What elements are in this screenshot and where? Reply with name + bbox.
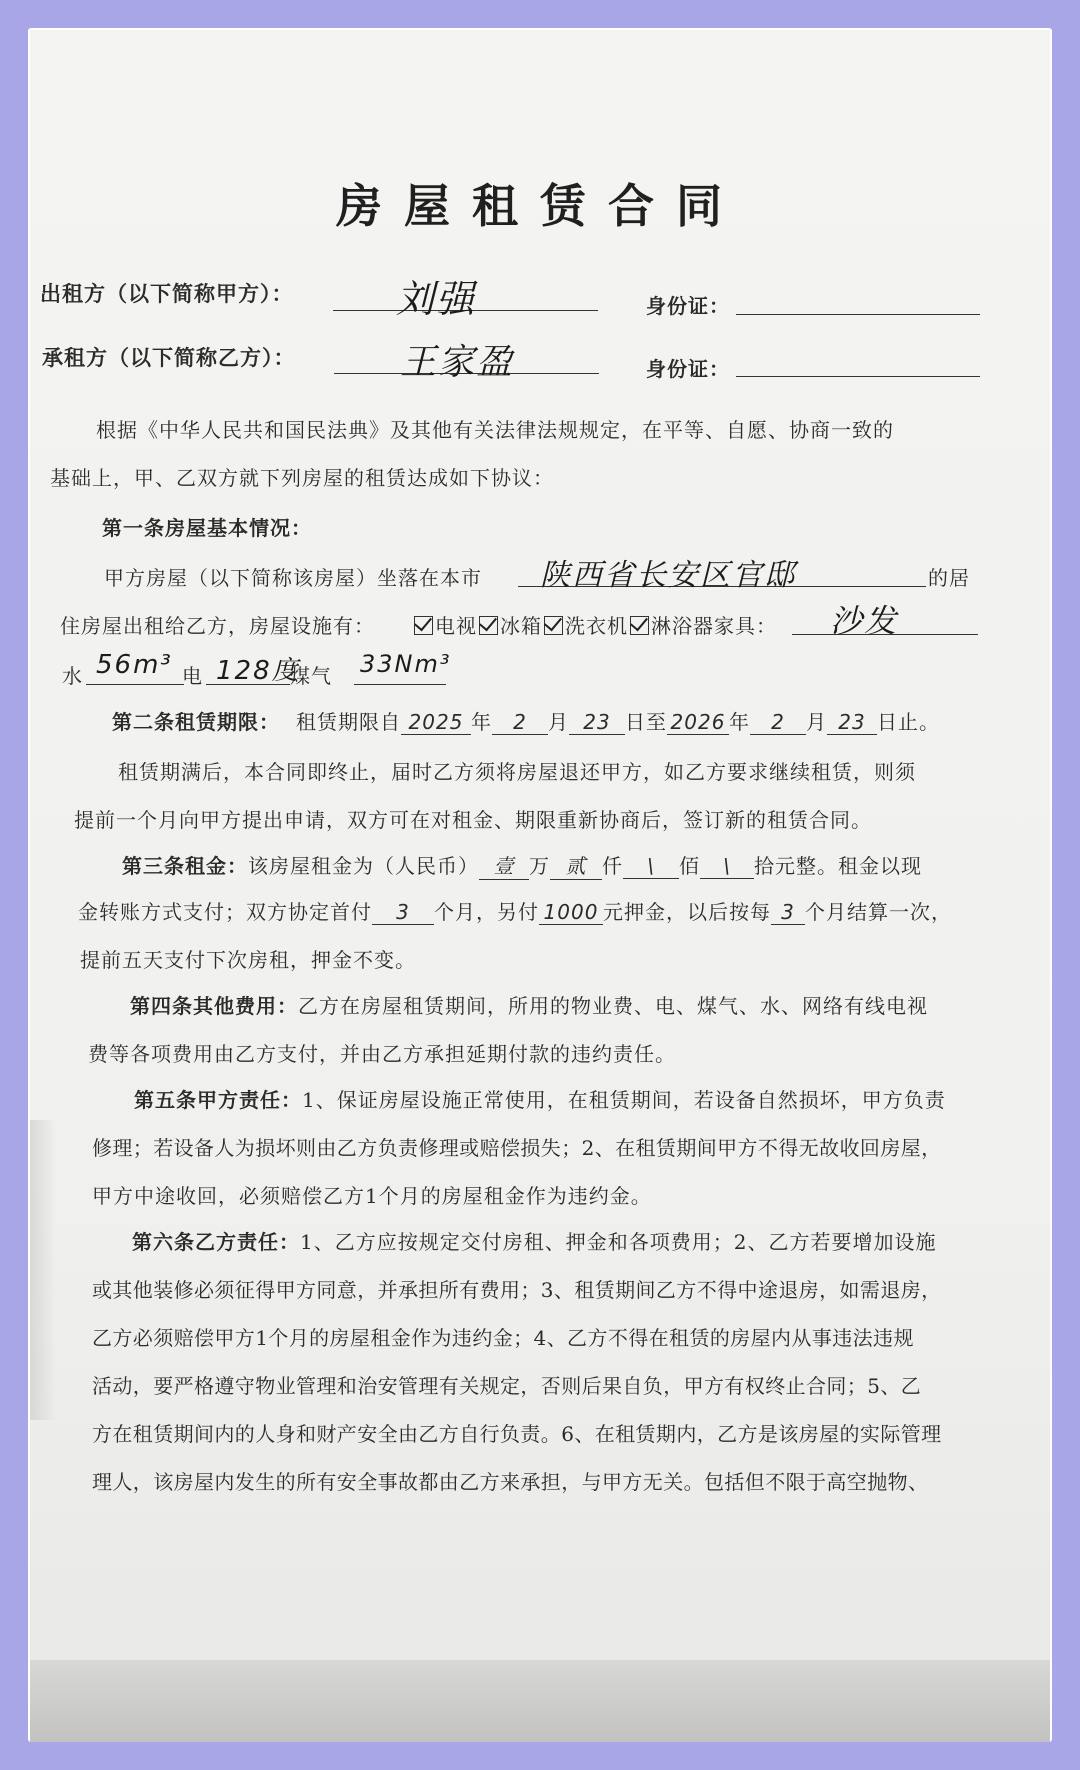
article1-line1-prefix: 甲方房屋（以下简称该房屋）坐落在本市 bbox=[104, 566, 482, 590]
article1-heading: 第一条房屋基本情况： bbox=[102, 516, 312, 540]
article3-heading: 第三条租金： bbox=[122, 854, 248, 878]
page-title: 房屋租赁合同 bbox=[336, 179, 744, 233]
rent-qian: 贰 bbox=[550, 850, 602, 880]
start-month: 2 bbox=[492, 710, 548, 735]
furniture-handwritten: 沙发 bbox=[830, 602, 899, 640]
article6-heading: 第六条乙方责任： bbox=[132, 1230, 300, 1254]
start-year: 2025 bbox=[401, 710, 471, 735]
end-day: 23 bbox=[827, 710, 877, 735]
article4-heading: 第四条其他费用： bbox=[130, 994, 298, 1018]
rent-line-2: 金转账方式支付；双方协定首付 3 个月，另付 1000 元押金，以后按每 3 个月结算一次， bbox=[78, 900, 952, 924]
check-icon bbox=[479, 616, 498, 635]
rent-line-3: 提前五天支付下次房租，押金不变。 bbox=[80, 948, 416, 972]
article2-para-2: 提前一个月向甲方提出申请，双方可在对租金、期限重新协商后，签订新的租赁合同。 bbox=[74, 808, 872, 832]
article6-line-2: 或其他装修必须征得甲方同意，并承担所有费用；3、租赁期间乙方不得中途退房，如需退房， bbox=[92, 1278, 942, 1302]
lessor-signature: 刘强 bbox=[396, 277, 477, 321]
article1-line2-prefix: 住房屋出租给乙方，房屋设施有： bbox=[60, 614, 375, 638]
check-icon bbox=[414, 616, 433, 635]
article5-line-1: 第五条甲方责任：1、保证房屋设施正常使用，在租赁期间，若设备自然损坏，甲方负责 bbox=[134, 1088, 946, 1112]
page-below bbox=[30, 1660, 1050, 1742]
rent-line-1: 第三条租金：该房屋租金为（人民币） 壹 万 贰 仟 \ 佰 \ 拾元整。租金以现 bbox=[122, 850, 922, 880]
article6-line-5: 方在租赁期间内的人身和财产安全由乙方自行负责。6、在租赁期内，乙方是该房屋的实际管理 bbox=[92, 1422, 942, 1446]
article6-line-3: 乙方必须赔偿甲方1个月的房屋租金作为违约金；4、乙方不得在租赁的房屋内从事违法违规 bbox=[92, 1326, 914, 1350]
article5-heading: 第五条甲方责任： bbox=[134, 1088, 302, 1112]
rent-wan: 壹 bbox=[479, 850, 529, 880]
facility-shower: 淋浴器 bbox=[651, 614, 714, 638]
article6-line-4: 活动，要严格遵守物业管理和治安管理有关规定，否则后果自负，甲方有权终止合同；5、乙 bbox=[92, 1374, 922, 1398]
end-month: 2 bbox=[750, 710, 806, 735]
electric-reading: 128度 bbox=[216, 656, 300, 686]
gas-reading: 33Nm³ bbox=[360, 650, 452, 678]
article6-line-1: 第六条乙方责任：1、乙方应按规定交付房租、押金和各项费用；2、乙方若要增加设施 bbox=[132, 1230, 937, 1254]
lessor-label: 出租方（以下简称甲方）： bbox=[40, 281, 294, 306]
article4-line-1: 第四条其他费用：乙方在房屋租赁期间，所用的物业费、电、煤气、水、网络有线电视 bbox=[130, 994, 928, 1018]
start-day: 23 bbox=[569, 710, 625, 735]
lease-term: 租赁期限自 2025 年 2 月 23 日至 2026 年 2 月 23 日止。 bbox=[296, 710, 940, 734]
article6-line-6: 理人，该房屋内发生的所有安全事故都由乙方来承担，与甲方无关。包括但不限于高空抛物、 bbox=[92, 1470, 929, 1494]
article5-line-3: 甲方中途收回，必须赔偿乙方1个月的房屋租金作为违约金。 bbox=[92, 1184, 652, 1208]
electric-label: 电 bbox=[182, 664, 203, 688]
facilities-checklist bbox=[412, 610, 777, 639]
water-line bbox=[86, 684, 184, 685]
article2-heading: 第二条租赁期限： bbox=[112, 710, 280, 734]
gas-line bbox=[354, 684, 446, 685]
lessor-id-line bbox=[736, 314, 980, 315]
lessee-id-line bbox=[736, 376, 980, 377]
lessee-label: 承租方（以下简称乙方）： bbox=[42, 345, 296, 370]
lessor-id-label: 身份证： bbox=[646, 294, 730, 318]
gas-label: 煤气 bbox=[290, 664, 332, 688]
article4-line-2: 费等各项费用由乙方支付，并由乙方承担延期付款的违约责任。 bbox=[88, 1042, 676, 1066]
facility-tv: 电视 bbox=[435, 614, 477, 638]
preamble-line-2: 基础上，甲、乙双方就下列房屋的租赁达成如下协议： bbox=[50, 466, 554, 490]
facility-fridge: 冰箱 bbox=[500, 614, 542, 638]
rent-shi: \ bbox=[700, 854, 754, 879]
end-year: 2026 bbox=[667, 710, 729, 735]
lessee-signature: 王家盈 bbox=[400, 342, 515, 383]
check-icon bbox=[630, 616, 649, 635]
address-handwritten: 陕西省长安区官邸 bbox=[540, 558, 796, 593]
article1-line1-suffix: 的居 bbox=[928, 566, 970, 590]
lessee-id-label: 身份证： bbox=[646, 357, 730, 381]
rent-bai: \ bbox=[623, 854, 679, 879]
water-label: 水 bbox=[62, 664, 83, 688]
check-icon bbox=[544, 616, 563, 635]
water-reading: 56m³ bbox=[96, 650, 173, 680]
cycle-months: 3 bbox=[771, 900, 805, 925]
furniture-label: 家具： bbox=[714, 614, 777, 638]
deposit-amount: 1000 bbox=[539, 900, 603, 925]
preamble-line-1: 根据《中华人民共和国民法典》及其他有关法律法规规定，在平等、自愿、协商一致的 bbox=[96, 418, 894, 442]
finger-shadow bbox=[30, 1120, 56, 1420]
first-months: 3 bbox=[372, 900, 434, 925]
article2-para-1: 租赁期满后，本合同即终止，届时乙方须将房屋退还甲方，如乙方要求继续租赁，则须 bbox=[118, 760, 916, 784]
article5-line-2: 修理；若设备人为损坏则由乙方负责修理或赔偿损失；2、在租赁期间甲方不得无故收回房屋， bbox=[92, 1136, 942, 1160]
facility-washer: 洗衣机 bbox=[565, 614, 628, 638]
